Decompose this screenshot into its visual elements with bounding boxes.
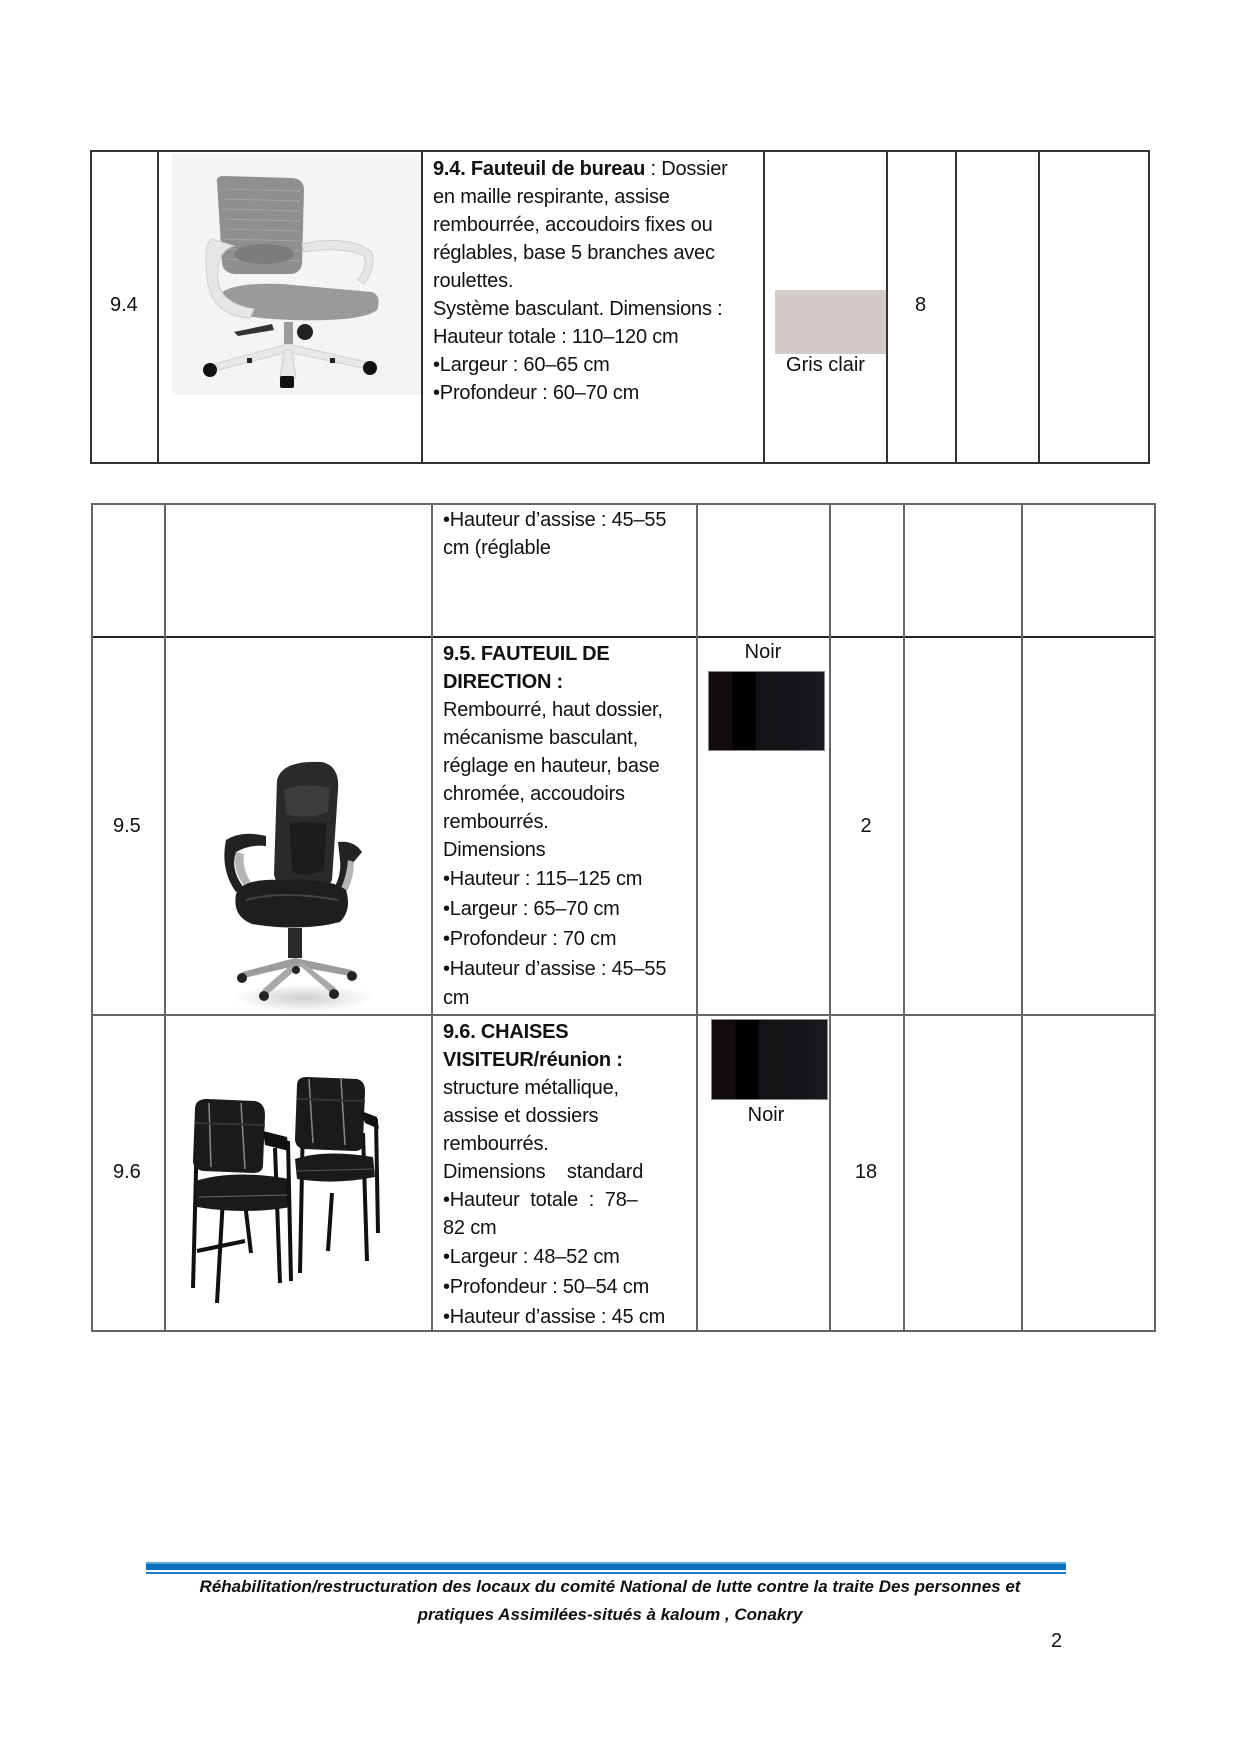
description-line: •Largeur : 60–65 cm: [433, 354, 610, 376]
description-line: en maille respirante, assise: [433, 186, 670, 208]
description-line: •Profondeur : 60–70 cm: [433, 382, 640, 404]
description-line: •Largeur : 65–70 cm: [443, 898, 620, 920]
product-image-executive-chair: [222, 760, 382, 1015]
item-title-line: VISITEUR/réunion :: [443, 1049, 623, 1071]
quantity: 18: [854, 1161, 878, 1183]
item-description-continuation: [443, 506, 693, 562]
item-number: 9.6: [113, 1161, 141, 1183]
description-line: Dimensions standard: [443, 1161, 644, 1183]
description-line: Hauteur totale : 110–120 cm: [433, 326, 679, 348]
description-line: •Hauteur d’assise : 45–55: [443, 958, 667, 980]
color-label: Gris clair: [786, 354, 865, 376]
color-label: Noir: [747, 1104, 785, 1126]
description-line: Rembourré, haut dossier,: [443, 699, 663, 721]
product-image-office-chair: [172, 154, 421, 395]
description-line: Système basculant. Dimensions :: [433, 298, 723, 320]
color-swatch-black: [708, 671, 825, 751]
item-title-line: 9.5. FAUTEUIL DE: [443, 643, 610, 665]
description-line: réglables, base 5 branches avec: [433, 242, 715, 264]
item-description: [443, 640, 693, 1012]
description-line: •Hauteur d’assise : 45–55: [443, 509, 667, 531]
description-line: chromée, accoudoirs: [443, 783, 625, 805]
description-line: structure métallique,: [443, 1077, 619, 1099]
total-cell: [1038, 150, 1148, 462]
product-image-visitor-chairs: [185, 1073, 430, 1313]
description-line: •Hauteur totale : 78–: [443, 1189, 638, 1211]
page-number: 2: [1051, 1630, 1063, 1652]
description-line: rembourrés.: [443, 1133, 549, 1155]
item-number: 9.4: [110, 294, 138, 316]
description-line: : Dossier: [645, 158, 728, 180]
executive-chair-icon: [222, 760, 382, 1015]
quantity: 2: [860, 815, 872, 837]
office-chair-icon: [172, 154, 421, 395]
description-line: Dimensions: [443, 839, 546, 861]
description-line: 82 cm: [443, 1217, 497, 1239]
footer-line-2: pratiques Assimilées-situés à kaloum , Conakry: [417, 1605, 803, 1624]
color-label: Noir: [744, 641, 782, 663]
footer-line-1: Réhabilitation/restructuration des locaux du comité National de lutte contre la traite Des personnes et: [199, 1577, 1021, 1596]
description-line: •Largeur : 48–52 cm: [443, 1246, 620, 1268]
description-line: réglage en hauteur, base: [443, 755, 660, 777]
unit-price-cell: [955, 150, 1038, 462]
item-title-line: DIRECTION :: [443, 671, 564, 693]
color-swatch-black: [711, 1019, 828, 1100]
item-title: 9.4. Fauteuil de bureau: [433, 158, 646, 180]
description-line: •Profondeur : 50–54 cm: [443, 1276, 650, 1298]
description-line: assise et dossiers: [443, 1105, 599, 1127]
item-description: [433, 155, 758, 407]
quantity: 8: [914, 294, 927, 316]
description-line: •Hauteur : 115–125 cm: [443, 868, 643, 890]
description-line: cm: [443, 987, 470, 1009]
footer-rule-thick: [146, 1564, 1066, 1570]
description-line: cm (réglable: [443, 537, 551, 559]
description-line: •Profondeur : 70 cm: [443, 928, 617, 950]
visitor-chairs-icon: [185, 1073, 430, 1313]
description-line: mécanisme basculant,: [443, 727, 638, 749]
color-swatch-light-grey: [775, 290, 886, 354]
description-line: roulettes.: [433, 270, 514, 292]
item-number: 9.5: [113, 815, 141, 837]
description-line: rembourrée, accoudoirs fixes ou: [433, 214, 713, 236]
item-description: [443, 1018, 693, 1332]
item-title-line: 9.6. CHAISES: [443, 1021, 569, 1043]
description-line: •Hauteur d’assise : 45 cm: [443, 1306, 666, 1328]
description-line: rembourrés.: [443, 811, 549, 833]
